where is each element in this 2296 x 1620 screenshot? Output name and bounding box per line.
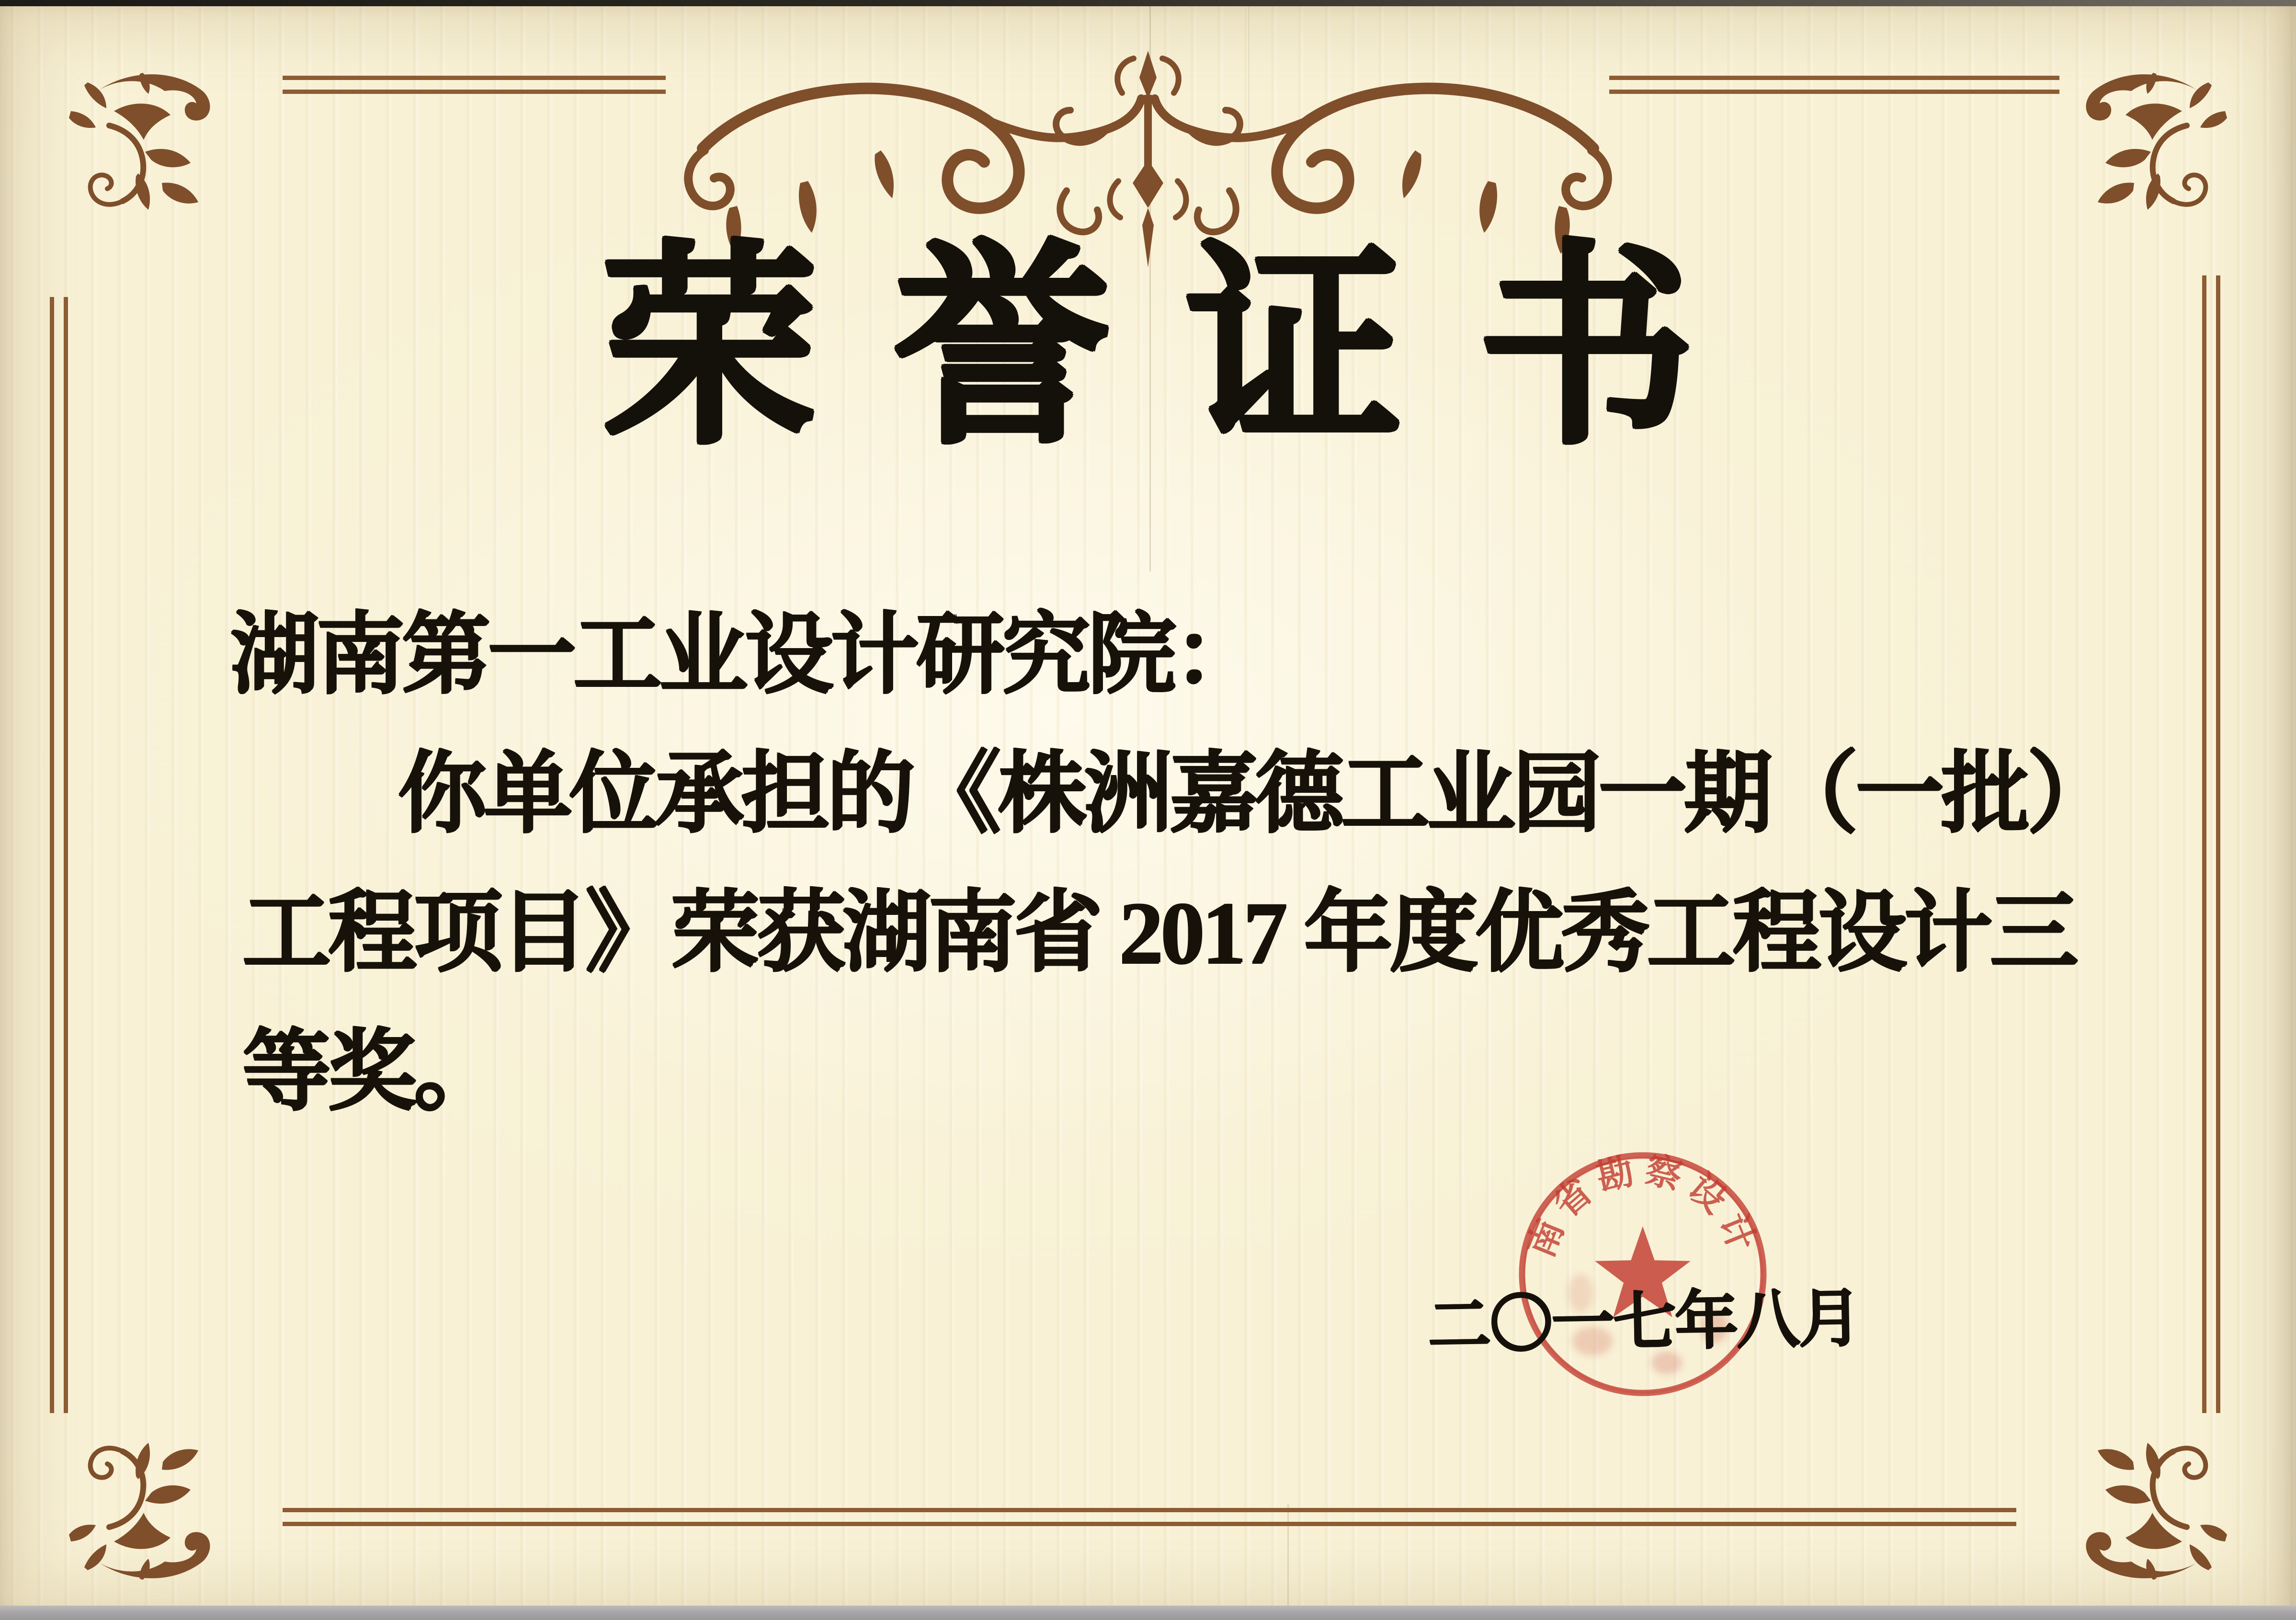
scan-edge-bottom [0,1606,2296,1620]
body-line-4: 等奖。 [242,1023,499,1121]
certificate-title: 荣誉证书 [602,230,1771,469]
seal-arc-text: 南省勘察设计 [1520,1149,1765,1263]
recipient-line: 湖南第一工业设计研究院： [230,606,1259,704]
body-line-2: 你单位承担的《株洲嘉德工业园一期（一批） [398,745,2112,843]
body-line-3: 工程项目》荣获湖南省 2017 年度优秀工程设计三 [242,884,2075,982]
corner-ornament-top-left-icon [42,54,243,240]
corner-ornament-bottom-right-icon [2053,1412,2254,1599]
border-line-bottom [283,1508,2016,1526]
border-line-left [50,297,68,1413]
scan-edge-top [0,0,2296,6]
date-line: 二〇一七年八月 [1427,1283,1861,1361]
corner-ornament-bottom-left-icon [42,1412,243,1599]
border-line-top-right-segment [1609,76,2059,94]
border-line-top-left-segment [283,76,666,94]
corner-ornament-top-right-icon [2053,54,2254,240]
